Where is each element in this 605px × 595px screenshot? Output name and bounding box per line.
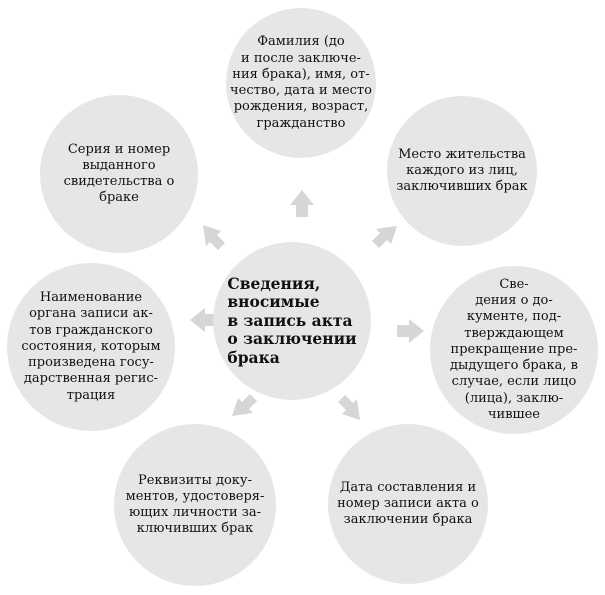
center-title: Сведения, вносимые в запись акта о заключении брака	[227, 273, 357, 367]
node-circle-id-documents	[114, 424, 276, 586]
node-text-certificate: Серия и номер выданного свидетельства о браке	[63, 141, 175, 206]
arrow-up-right-icon	[372, 226, 397, 248]
node-circle-record-date	[328, 424, 488, 584]
node-circle-previous-marriage	[430, 266, 598, 434]
node-text-registry-office: Наименование органа записи ак- тов гражданского состояния, которым произведена госу- дарственная регис- трация	[21, 290, 161, 403]
node-circle-residence	[387, 96, 537, 246]
node-circle-name	[226, 8, 376, 158]
arrow-down-right-icon	[338, 395, 360, 420]
node-circle-registry-office	[7, 263, 175, 431]
arrow-down-left-icon	[232, 394, 257, 416]
arrow-up-icon	[290, 190, 314, 217]
center-circle	[213, 242, 371, 400]
arrow-right-icon	[397, 319, 424, 343]
node-circle-certificate	[40, 95, 198, 253]
node-text-residence: Место жительства каждого из лиц, заключивших брак	[396, 146, 528, 195]
node-text-id-documents: Реквизиты доку- ментов, удостоверя- ющих личности за- ключивших брак	[125, 472, 265, 537]
arrow-up-left-icon	[203, 225, 225, 250]
node-text-record-date: Дата составления и номер записи акта о заключении брака	[337, 479, 479, 528]
node-text-previous-marriage: Све- дения о до- кументе, под- тверждающем прекращение пре- дыдущего брака, в случае, если лицо (лица), заклю- чившее	[450, 276, 578, 422]
node-text-name: Фамилия (до и после заключе- ния брака), имя, от- чество, дата и место рождения, возраст, гражданство	[230, 34, 372, 131]
